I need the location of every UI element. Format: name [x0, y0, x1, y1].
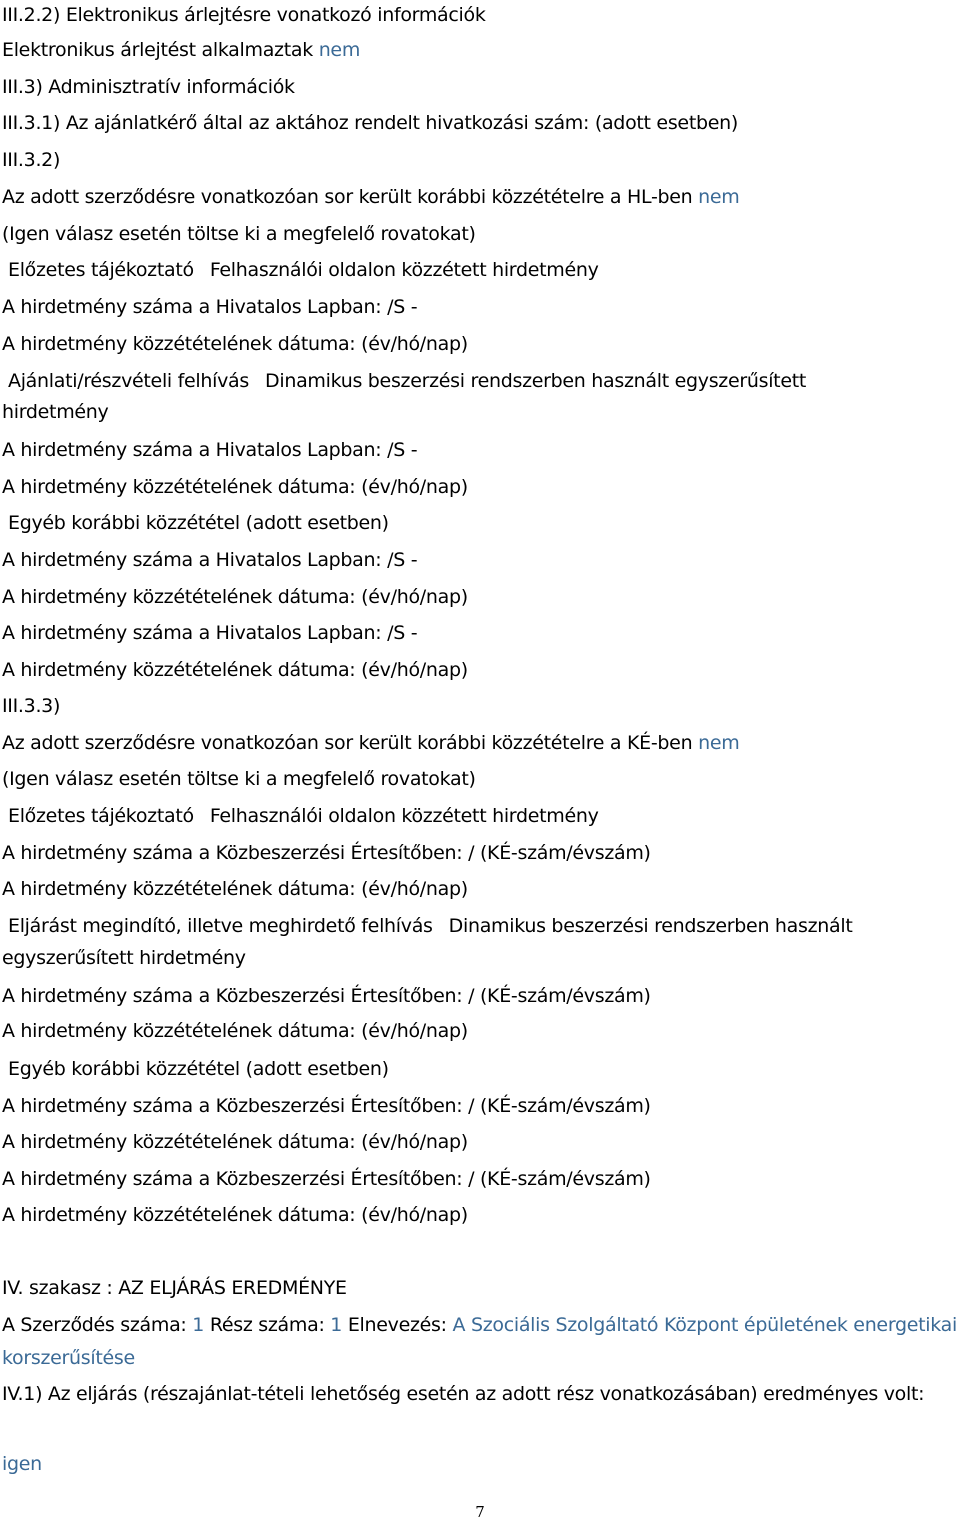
info-line: hirdetmény [2, 401, 109, 423]
option-line: Eljárást megindító, illetve meghirdető felhívás Dinamikus beszerzési rendszerben használt [8, 915, 853, 937]
info-line: Az adott szerződésre vonatkozóan sor került korábbi közzétételre a HL-ben nem [2, 186, 740, 208]
info-line: egyszerűsített hirdetmény [2, 947, 246, 969]
value-text: nem [698, 732, 740, 754]
info-line: A hirdetmény száma a Közbeszerzési Értesítőben: / (KÉ-szám/évszám) [2, 1168, 651, 1190]
option-line: Ajánlati/részvételi felhívás Dinamikus beszerzési rendszerben használt egyszerűsített [8, 370, 807, 392]
section-heading-iii-2-2: III.2.2) Elektronikus árlejtésre vonatkozó információk [2, 4, 486, 26]
info-line: A hirdetmény száma a Hivatalos Lapban: /S - [2, 439, 418, 461]
info-line: A hirdetmény száma a Közbeszerzési Értesítőben: / (KÉ-szám/évszám) [2, 842, 651, 864]
option-line: Egyéb korábbi közzététel (adott esetben) [8, 1058, 389, 1080]
section-heading-iv: IV. szakasz : AZ ELJÁRÁS EREDMÉNYE [2, 1277, 347, 1299]
value-text: nem [318, 39, 361, 61]
info-line: A hirdetmény száma a Közbeszerzési Értesítőben: / (KÉ-szám/évszám) [2, 985, 651, 1007]
info-line: A hirdetmény száma a Hivatalos Lapban: /S - [2, 296, 418, 318]
info-line: A hirdetmény közzétételének dátuma: (év/hó/nap) [2, 1020, 468, 1042]
page-number: 7 [475, 1503, 485, 1521]
info-line: Az adott szerződésre vonatkozóan sor került korábbi közzétételre a KÉ-ben nem [2, 732, 740, 754]
info-line: A hirdetmény közzétételének dátuma: (év/hó/nap) [2, 1131, 468, 1153]
option-line: Előzetes tájékoztató Felhasználói oldalon közzétett hirdetmény [8, 259, 599, 281]
section-heading-iii-3-3: III.3.3) [2, 695, 61, 717]
info-line: (Igen válasz esetén töltse ki a megfelelő rovatokat) [2, 223, 476, 245]
option-line: Egyéb korábbi közzététel (adott esetben) [8, 512, 389, 534]
option-line: Előzetes tájékoztató Felhasználói oldalon közzétett hirdetmény [8, 805, 599, 827]
info-line: A hirdetmény közzétételének dátuma: (év/hó/nap) [2, 878, 468, 900]
info-line: A hirdetmény közzétételének dátuma: (év/hó/nap) [2, 476, 468, 498]
section-heading-iii-3: III.3) Adminisztratív információk [2, 76, 295, 98]
contract-info: A Szerződés száma: 1 Rész száma: 1 Elnevezés: A Szociális Szolgáltató Központ épületének energetikai korszerűsítése [2, 1314, 957, 1369]
contract-name-value: A Szociális Szolgáltató Központ épületének energetikai korszerűsítése [2, 1314, 957, 1369]
info-line: A hirdetmény száma a Közbeszerzési Értesítőben: / (KÉ-szám/évszám) [2, 1095, 651, 1117]
section-heading-iii-3-2: III.3.2) [2, 149, 61, 171]
info-line: A hirdetmény közzétételének dátuma: (év/hó/nap) [2, 586, 468, 608]
info-line: A hirdetmény száma a Hivatalos Lapban: /S - [2, 622, 418, 644]
info-line: A hirdetmény közzétételének dátuma: (év/hó/nap) [2, 333, 468, 355]
info-line: A hirdetmény közzétételének dátuma: (év/hó/nap) [2, 659, 468, 681]
value-text: nem [698, 186, 740, 208]
info-line: III.3.1) Az ajánlatkérő által az aktához rendelt hivatkozási szám: (adott esetben) [2, 112, 738, 134]
result-question: IV.1) Az eljárás (részajánlat-tételi lehetőség esetén az adott rész vonatkozásában) eredményes volt: [2, 1383, 925, 1405]
contract-number-value: 1 [192, 1314, 205, 1336]
part-number-value: 1 [330, 1314, 343, 1336]
info-line: (Igen válasz esetén töltse ki a megfelelő rovatokat) [2, 768, 476, 790]
result-value: igen [2, 1453, 42, 1475]
info-line: A hirdetmény száma a Hivatalos Lapban: /S - [2, 549, 418, 571]
info-line: A hirdetmény közzétételének dátuma: (év/hó/nap) [2, 1204, 468, 1226]
info-line: Elektronikus árlejtést alkalmaztak nem [2, 39, 361, 61]
